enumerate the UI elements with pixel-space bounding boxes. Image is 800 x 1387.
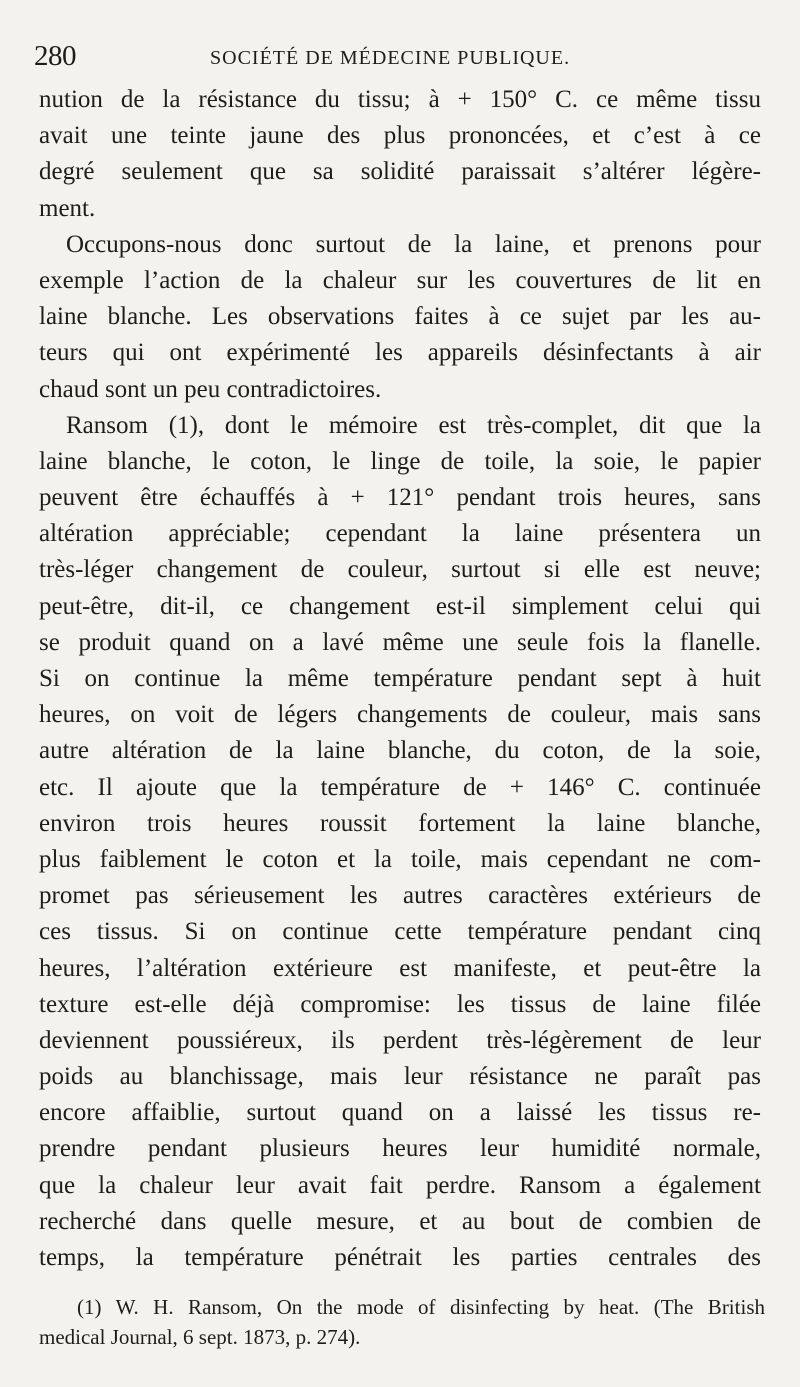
- text-line: altération appréciable; cependant la laine présentera un: [39, 520, 761, 548]
- text-line: environ trois heures roussit fortement la laine blanche,: [39, 809, 761, 837]
- text-line: se produit quand on a lavé même une seule fois la flanelle.: [39, 628, 761, 656]
- text-line: prendre pendant plusieurs heures leur humidité normale,: [39, 1135, 761, 1163]
- page-header: [34, 38, 764, 78]
- text-line: exemple l’action de la chaleur sur les couvertures de lit en: [39, 266, 761, 294]
- text-line: poids au blanchissage, mais leur résistance ne paraît pas: [39, 1063, 761, 1091]
- text-line: teurs qui ont expérimenté les appareils désinfectants à air: [39, 339, 761, 367]
- body-text: [39, 82, 761, 1276]
- text-line: encore affaiblie, surtout quand on a laissé les tissus re-: [39, 1099, 761, 1127]
- footnote-line: (1) W. H. Ransom, On the mode of disinfecting by heat. (The British: [77, 1295, 765, 1319]
- footnotes: [39, 1292, 765, 1352]
- running-head: SOCIÉTÉ DE MÉDECINE PUBLIQUE.: [210, 47, 571, 69]
- text-line: avait une teinte jaune des plus prononcées, et c’est à ce: [39, 122, 761, 150]
- text-line: chaud sont un peu contradictoires.: [39, 375, 382, 403]
- text-line: temps, la température pénétrait les parties centrales des: [39, 1244, 761, 1271]
- text-line: degré seulement que sa solidité paraissait s’altérer légère-: [39, 158, 761, 186]
- footnote-line: medical Journal, 6 sept. 1873, p. 274).: [39, 1325, 361, 1349]
- text-line: heures, on voit de légers changements de couleur, mais sans: [39, 701, 761, 729]
- text-line: recherché dans quelle mesure, et au bout de combien de: [39, 1207, 761, 1235]
- text-line: que la chaleur leur avait fait perdre. Ransom a également: [39, 1171, 761, 1199]
- text-line: deviennent poussiéreux, ils perdent très-légèrement de leur: [39, 1026, 761, 1054]
- text-line: etc. Il ajoute que la température de + 146° C. continuée: [39, 773, 761, 801]
- text-line: laine blanche. Les observations faites à ce sujet par les au-: [39, 303, 761, 331]
- text-line: heures, l’altération extérieure est manifeste, et peut-être la: [39, 954, 761, 982]
- page-number: 280: [34, 40, 76, 72]
- text-line: ment.: [39, 194, 96, 222]
- text-line: Ransom (1), dont le mémoire est très-complet, dit que la: [66, 411, 761, 439]
- text-line: nution de la résistance du tissu; à + 150° C. ce même tissu: [39, 86, 761, 113]
- text-line: laine blanche, le coton, le linge de toile, la soie, le papier: [39, 447, 761, 475]
- text-line: texture est-elle déjà compromise: les tissus de laine filée: [39, 990, 761, 1018]
- text-line: Occupons-nous donc surtout de la laine, et prenons pour: [66, 230, 761, 258]
- text-line: plus faiblement le coton et la toile, mais cependant ne com-: [39, 845, 761, 873]
- text-line: autre altération de la laine blanche, du coton, de la soie,: [39, 737, 761, 765]
- text-line: ces tissus. Si on continue cette température pendant cinq: [39, 918, 761, 946]
- text-line: promet pas sérieusement les autres caractères extérieurs de: [39, 882, 761, 910]
- text-line: peut-être, dit-il, ce changement est-il simplement celui qui: [39, 592, 761, 620]
- text-line: Si on continue la même température pendant sept à huit: [39, 665, 761, 692]
- text-line: très-léger changement de couleur, surtout si elle est neuve;: [39, 556, 761, 584]
- text-line: peuvent être échauffés à + 121° pendant trois heures, sans: [39, 484, 761, 512]
